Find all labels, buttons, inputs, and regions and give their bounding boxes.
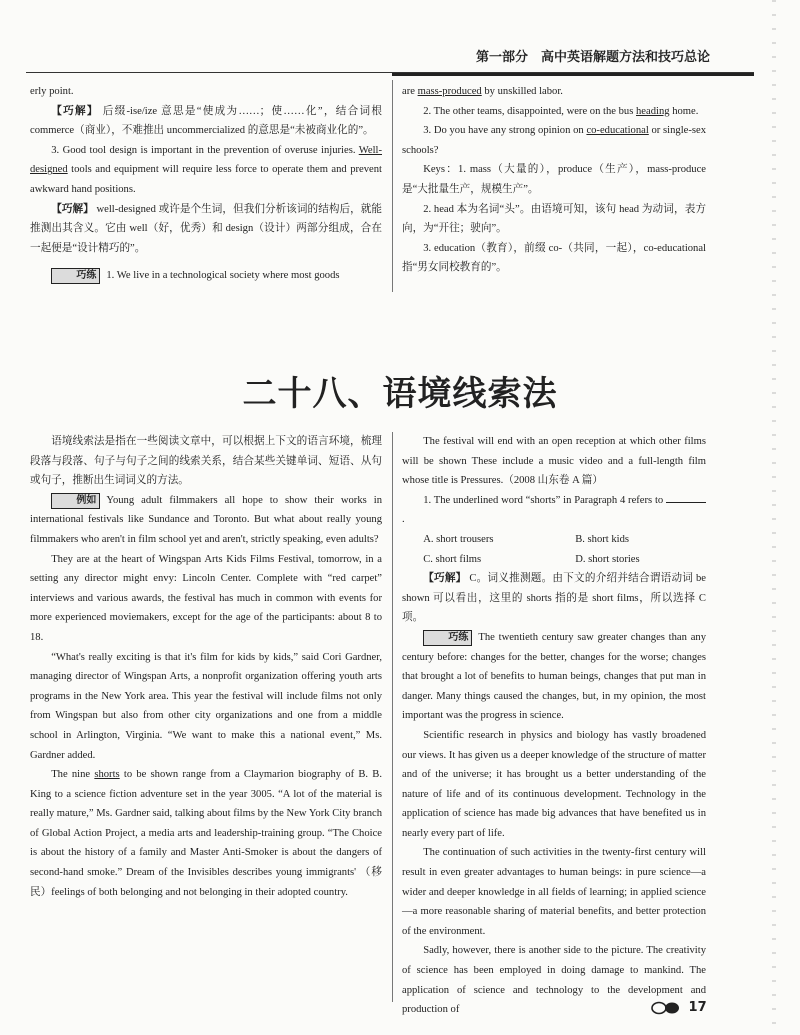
paragraph: “What's really exciting is that it's film for kids by kids,” said Cori Gardner, managing director of Wingspan Arts, a nonprofit organization offering youth arts programs in the New York area. This year the festival will include films not only from Wingspan but also from other city organizations and one from a middle school in Arlington, Virginia. “We want to make this a national event,” Ms. Gardner added. [30, 651, 382, 761]
header-rule-thick [392, 73, 754, 76]
tip-text: C。词义推测题。由下文的介绍并结合谓语动词 be shown 可以看出，这里的 shorts 指的是 short films，所以选择 C 项。 [402, 573, 706, 624]
text: 3. Do you have any strong opinion on [423, 125, 587, 137]
example-paragraph [30, 491, 382, 550]
text: 2. The other teams, disappointed, were on the bus [423, 105, 636, 117]
paragraph: Sadly, however, there is another side to the picture. The creativity of science has been employed in doing damage to mankind. The application of science and technology to the development and production of [402, 945, 706, 1016]
column-divider [392, 432, 393, 1002]
paragraph [30, 765, 382, 902]
example-label: 例如 [51, 493, 100, 509]
practice-paragraph [402, 628, 706, 726]
text: 3. Good tool design is important in the prevention of overuse injuries. [51, 144, 359, 156]
top-right-column [402, 82, 706, 278]
tip-label: 【巧解】 [51, 203, 94, 215]
page-number-text: 17 [688, 1000, 707, 1015]
option-a: A. short trousers [423, 533, 494, 545]
tip-text: 后缀-ise/ize 意思是“使成为……；使……化”，结合词根 commerce（商业），不难推出 uncommercialized 的意思是“未被商业化的”。 [30, 105, 382, 137]
option-d: D. short stories [575, 553, 640, 565]
running-header: 第一部分 高中英语解题方法和技巧总论 [475, 50, 710, 65]
paragraph [402, 121, 706, 160]
practice-label: 巧练 [51, 268, 100, 284]
underlined-word: shorts [94, 769, 120, 781]
question-text: 1. The underlined word “shorts” in Paragraph 4 refers to [423, 494, 664, 506]
tip-paragraph [30, 200, 382, 259]
text: to be shown range from a Claymarion biography of B. B. King to a science fiction adventure set in the year 3005. “A lot of the material is really mature,” Ms. Gardner said, talking about films by the New York City branch of Global Action Project, a media arts and leadership-training group. “The Choice is about the history of a family and Master Anti-Smoker is about the dangers of second-hand smoke.” Dream of the Invisibles describes young immigrants' （移民）feelings of both belonging and not belonging in their adopted country. [30, 769, 382, 898]
text: tools and equipment will require less force to operate them and prevent awkward hand positions. [30, 164, 382, 195]
bottom-left-column [30, 432, 382, 902]
practice-label: 巧练 [423, 630, 472, 646]
text: The nine [51, 769, 95, 781]
practice-text: The twentieth century saw greater changes than any century before: changes for the better, changes for the worse; changes that brought a lot of benefits to human beings, changes that put man in danger. Many things caused the changes, but, in my opinion, the most important was the progress in science. [402, 631, 706, 722]
options [402, 530, 706, 569]
practice-text: 1. We live in a technological society where most goods [106, 270, 340, 282]
scan-edge-marks [772, 0, 776, 1035]
tip-label: 【巧解】 [423, 573, 467, 585]
paragraph: They are at the heart of Wingspan Arts Kids Films Festival, tomorrow, in a setting any director might envy: Lincoln Center. Complete with “red carpet” interviews and various awards, the festival has much in common with events for more experienced moviemakers, except for the age of the participants: about 8 to 18. [30, 553, 382, 643]
paragraph: Scientific research in physics and biology has vastly broadened our views. It has given us a deeper knowledge of the structure of matter and of the universe; it has brought us a better understanding of the nature of life and of its continuous development. Technology in the application of science has made big advances that have benefited us in nearly every part of life. [402, 729, 706, 839]
tip-paragraph [30, 102, 382, 141]
section-title: 二十八、语境线索法 [242, 374, 558, 414]
example-paragraph [30, 141, 382, 200]
text: or single-sex schools? [402, 125, 707, 156]
underlined-word: Well-designed [30, 144, 382, 176]
paragraph: The festival will end with an open reception at which other films will be shown These include a music video and a full-length film whose title is Pressures.（2008 山东卷 A 篇） [402, 436, 706, 487]
option-b: B. short kids [575, 533, 630, 545]
practice-paragraph [30, 266, 382, 286]
tip-label: 【巧解】 [51, 105, 99, 117]
question [402, 491, 706, 530]
column-divider [392, 80, 393, 292]
underlined-word: mass-produced [417, 86, 482, 97]
example-text: Young adult filmmakers all hope to show their works in international festivals like Sundance and Toronto. But what about really young filmmakers who aren't in film school yet and aren't, strictly speaking, even adults? [30, 494, 382, 545]
tip-paragraph [402, 569, 706, 628]
bottom-right-column [402, 432, 706, 1020]
text: home. [669, 105, 699, 117]
tip-text: well-designed 或许是个生词，但我们分析该词的结构后，就能推测出其含义。它由 well（好，优秀）和 design（设计）两部分组成，合在一起便是“设计精巧的”。 [30, 203, 382, 254]
paragraph: erly point. [30, 86, 74, 97]
option-c: C. short films [423, 553, 482, 565]
answer-blank [666, 502, 706, 503]
book-logo-icon [650, 1001, 684, 1015]
underlined-word: heading [636, 105, 670, 117]
keys-paragraph: 3. education（教育），前缀 co-（共同，一起），co-educational 指“男女同校教育的”。 [402, 242, 706, 274]
text: by unskilled labor. [481, 86, 563, 97]
page-number [650, 1000, 710, 1022]
keys-paragraph: Keys：1. mass（大量的），produce（生产），mass-produce 是“大批量生产，规模生产”。 [402, 164, 706, 195]
paragraph: The continuation of such activities in the twenty-first century will result in even greater advantages to human beings: in pure science—a wider and deeper knowledge in all fields of learning; in applied science—a more reasonable sharing of material benefits, and better protection of the environment. [402, 847, 706, 937]
paragraph [402, 82, 706, 102]
intro-paragraph: 语境线索法是指在一些阅读文章中，可以根据上下文的语言环境，梳理段落与段落、句子与句子之间的线索关系，结合某些关键单词、短语、从句或句子，推断出生词词义的方法。 [30, 436, 382, 487]
text: are [402, 86, 418, 97]
keys-paragraph: 2. head 本为名词“头”。由语境可知，该句 head 为动词，表方向，为“开往；驶向”。 [402, 203, 706, 235]
paragraph [402, 102, 706, 122]
underlined-word: co-educational [586, 125, 649, 137]
top-left-column [30, 82, 382, 286]
text: . [402, 514, 405, 526]
